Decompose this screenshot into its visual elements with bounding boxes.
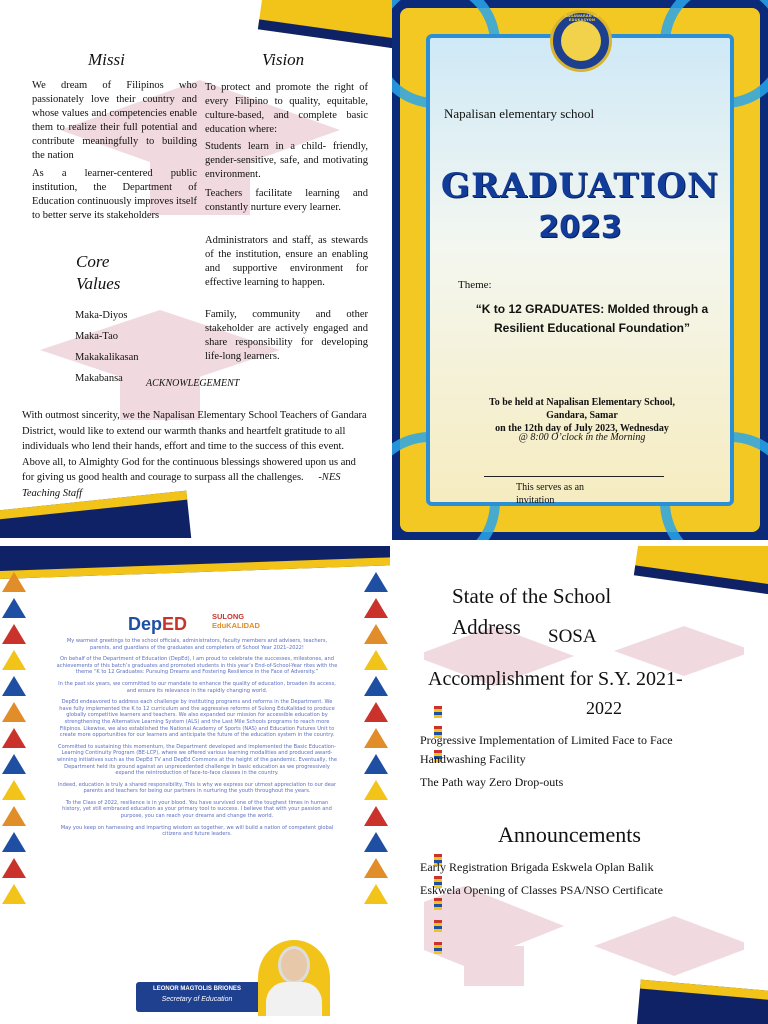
logo-dep: Dep [128,614,163,634]
core-values-list [75,310,139,394]
edukalidad-text: EduKALIDAD [212,621,260,630]
sosa-heading: State of the School [452,584,612,608]
vision-item: Students learn in a child- friendly, gender-sensitive, safe, and motivating environment. [205,141,368,180]
message-paragraph: To the Class of 2022, resilience is in your blood. You have survived one of the toughest times in human history, yet still embraced education as your primary tool to success. I believe that with your passion and purpose, you can reach your dreams and change the world. [62,799,332,820]
core-values-heading: Values [76,274,121,293]
school-name: Napalisan elementary school [444,106,595,121]
vision-item: Teachers facilitate learning and constantly nurture every learner. [205,188,368,213]
sosa-panel [394,546,768,1024]
venue-info [462,396,702,435]
core-values-heading: Core [76,252,110,271]
mission-heading: Missi [88,50,125,69]
corner-band-decoration [258,0,392,50]
pencil-bullet-icon [434,920,442,934]
accomplishment-heading: 2022 [586,698,622,718]
message-paragraph: DepEd endeavored to address each challenge by instituting programs and reforms in the Department. We have fully implemented the K to 12 curriculum and the aggressive reforms of Sulong EduKalidad to produce globally competitive learners and teachers. We also expanded our mission for accessible education by strengthening the Alternative Learning System (ALS) and the Last Mile Schools programs to reach more Filipinos. Likewise, we also established the National Academy of Sports (NAS) and Education Futures Unit to create more opportunities for our learners and anticipate the future of the education system in the country. [59,699,335,739]
core-value-item: Maka-Tao [75,331,118,342]
mission-vision-panel [0,0,392,538]
vision-item: Family, community and other stakeholder are actively engaged and share responsibility for developing life-long learners. [205,309,368,362]
secretary-message-panel [0,546,390,1024]
vision-text: To protect and promote the right of every Filipino to quality, equitable, culture-based, and complete basic education where: [205,82,368,135]
vision-heading: Vision [262,50,305,69]
graduation-title: GRADUATION [440,166,720,206]
announcement-item: Eskwela Opening of Classes PSA/NSO Certificate [420,883,663,897]
acknowledgement-heading: ACKNOWLEGEMENT [146,378,240,389]
pencil-bullet-icon [434,898,442,912]
seal-text: KAGAWARAN NG EDUKASYON [564,14,600,22]
message-paragraph: Committed to sustaining this momentum, the Department developed and implemented the Basic Education-Learning Continuity Program (BE-LCP), where we offered various learning modalities and produced award-winning initiatives such as the DepEd TV and DepEd Commons at the height of the pandemic. Eventually, the Department held its ground against an unprecedented challenge in basic education as we progressively expand the reintroduction of face-to-face classes in the country. [56,743,338,777]
mission-text-2: As a learner-centered public institution, the Department of Education continuously improves itself to better serve its stakeholders [32,168,197,221]
graduation-year: 2023 [538,210,622,245]
sosa-acronym: SOSA [548,626,597,647]
signer-name: LEONOR MAGTOLIS BRIONES [153,986,241,992]
message-body [56,638,338,843]
signature-line [484,476,664,477]
core-value-item: Maka-Diyos [75,310,128,321]
announcement-item: Early Registration Brigada Eskwela Oplan Balik [420,860,654,874]
announcements-heading: Announcements [498,822,641,847]
message-paragraph: On behalf of the Department of Education (DepEd), I am proud to celebrate the successes, milestones, and achievements of this batch’s graduates and promoted students in this year’s End-of-School-Year rites with the theme “K to 12 Graduates: Pursuing Dreams and Fostering Resilience in the Face of Adversity.” [56,656,338,676]
graduation-cap-watermark-icon [424,586,744,1006]
theme-label: Theme: [458,279,492,291]
pencil-bullet-icon [434,706,442,720]
accomplishment-item: The Path way Zero Drop-outs [420,775,564,789]
sulong-edukalidad-logo [212,612,260,630]
secretary-portrait [258,940,330,1016]
theme-text: “K to 12 GRADUATES: Molded through a Resilient Educational Foundation” [475,302,709,335]
message-paragraph: My warmest greetings to the school officials, administrators, faculty members and advisers, teachers, parents, and guardians of the graduates and completers of School Year 2021–2022! [66,638,328,651]
accomplishment-item: Handwashing Facility [420,752,526,766]
message-paragraph: May you keep on harnessing and imparting wisdom as together, we will build a nation of competent global citizens and future leaders. [60,824,334,838]
geometric-side-decoration [0,566,28,1006]
message-paragraph: In the past six years, we committed to our mandate to enhance the quality of education, broaden its access, and ensure its relevance in the rapidly changing world. [58,680,336,694]
core-value-item: Makabansa [75,373,123,384]
geometric-side-decoration [362,566,390,1006]
core-value-item: Makakalikasan [75,352,139,363]
cover-frame [400,8,760,532]
logo-ed: ED [162,614,188,634]
mission-text: We dream of Filipinos who passionately love their country and whose values and competencies enable them to realize their full potential and contribute meaningfully to building the nation [32,80,197,161]
pencil-bullet-icon [434,942,442,956]
event-time: @ 8:00 O’clock in the Morning [518,432,646,443]
corner-band-decoration [0,546,390,579]
acknowledgement-body: With outmost sincerity, we the Napalisan Elementary School Teachers of Gandara District, would like to extend our warmth thanks and heartfelt gratitude to all individuals who lend their hands, effort and time to the success of this event. Above all, to Almighty God for the continuous blessings showered upon us and for giving us good health and courage to surpass all the challenges. [22,410,367,483]
venue-line: on the 12th day of July 2023, Wednesday [495,423,669,434]
graduation-cover-panel [392,0,768,540]
venue-line: To be held at Napalisan Elementary School, [488,397,676,408]
acknowledgement-signature: -NES Teaching Staff [22,472,341,499]
seal-center [561,21,601,61]
message-paragraph: Indeed, education is truly a shared responsibility. This is why we express our utmost appreciation to our dear parents and teachers for being our partners in nurturing the youth throughout the years. [57,781,337,795]
venue-line: Gandara, Samar [546,410,618,421]
deped-seal-icon [550,10,612,72]
signer-title: Secretary of Education [161,996,233,1003]
acknowledgement-text [22,408,368,501]
vision-item: Administrators and staff, as stewards of the institution, ensure an enabling and supportive environment for effective learning to happen. [205,235,368,288]
sulong-text: SULONG [212,612,245,621]
sosa-heading: Address [452,615,521,639]
deped-logo [128,614,187,635]
accomplishment-item: Progressive Implementation of Limited Face to Face [420,733,673,747]
accomplishment-heading: Accomplishment for S.Y. 2021- [428,668,683,690]
invitation-note: This serves as an invitation [516,482,585,506]
